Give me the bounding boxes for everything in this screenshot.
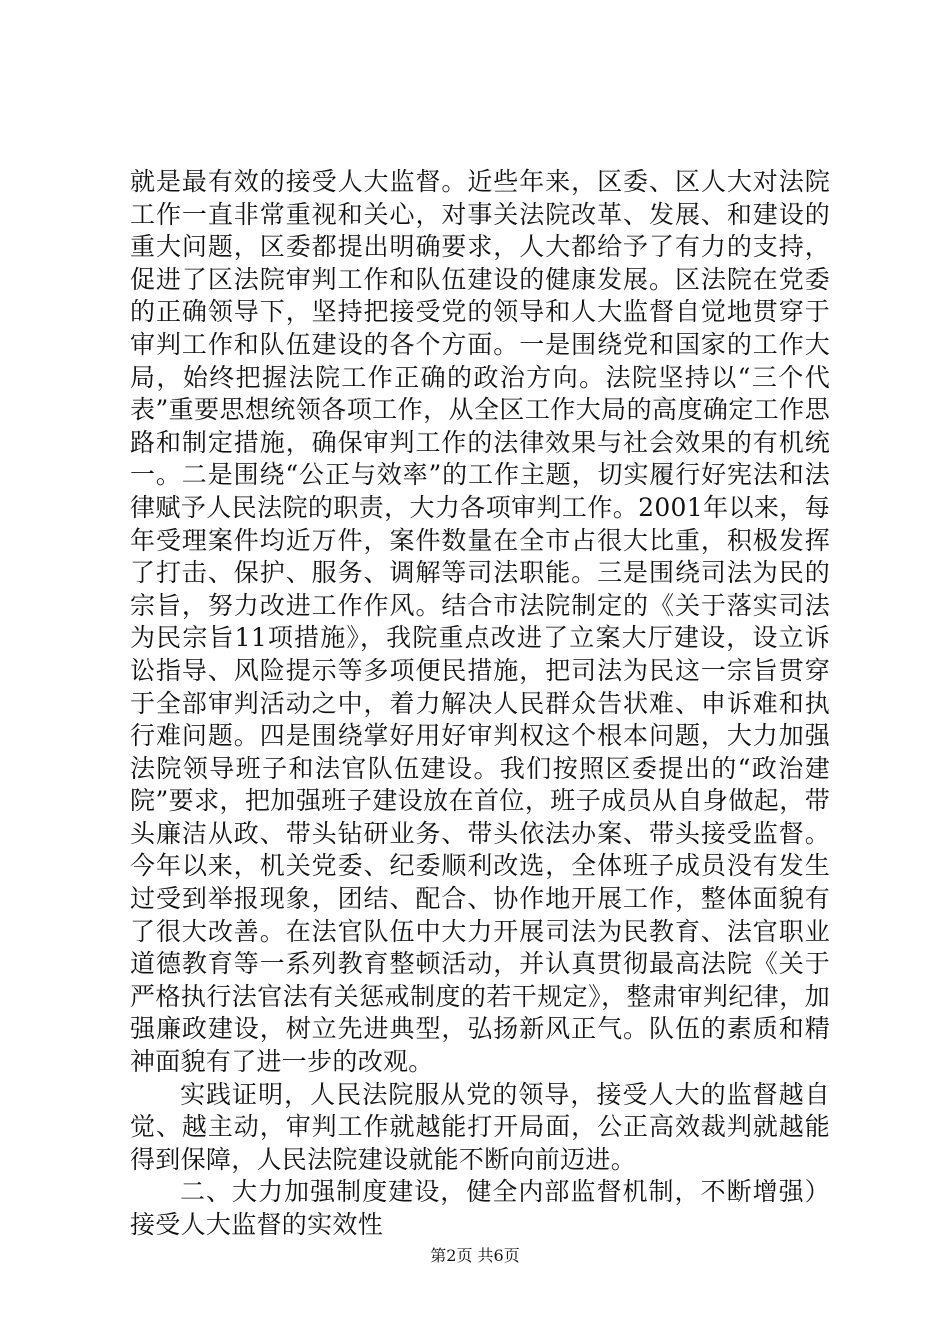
paragraph-1: 就是最有效的接受人大监督。近些年来，区委、区人大对法院工作一直非常重视和关心，对事关法院改革、发展、和建设的重大问题，区委都提出明确要求，人大都给予了有力的支持，促进了区法院审判工作和队伍建设的健康发展。区法院在党委的正确领导下，坚持把接受党的领导和人大监督自觉地贯穿于审判工作和队伍建设的各个方面。一是围绕党和国家的工作大局，始终把握法院工作正确的政治方向。法院坚持以“三个代表”重要思想统领各项工作，从全区工作大局的高度确定工作思路和制定措施，确保审判工作的法律效果与社会效果的有机统一。二是围绕“公正与效率”的工作主题，切实履行好宪法和法律赋予人民法院的职责，大力各项审判工作。2001年以来，每年受理案件均近万件，案件数量在全市占很大比重，积极发挥了打击、保护、服务、调解等司法职能。三是围绕司法为民的宗旨，努力改进工作作风。结合市法院制定的《关于落实司法为民宗旨11项措施》，我院重点改进了立案大厅建设，设立诉讼指导、风险提示等多项便民措施，把司法为民这一宗旨贯穿于全部审判活动之中，着力解决人民群众告状难、申诉难和执行难问题。四是围绕掌好用好审判权这个根本问题，大力加强法院领导班子和法官队伍建设。我们按照区委提出的“政治建院”要求，把加强班子建设放在首位，班子成员从自身做起，带头廉洁从政、带头钻研业务、带头依法办案、带头接受监督。今年以来，机关党委、纪委顺利改选，全体班子成员没有发生过受到举报现象，团结、配合、协作地开展工作，整体面貌有了很大改善。在法官队伍中大力开展司法为民教育、法官职业道德教育等一系列教育整顿活动，并认真贯彻最高法院《关于严格执行法官法有关惩戒制度的若干规定》，整肃审判纪律，加强廉政建设，树立先进典型，弘扬新风正气。队伍的素质和精神面貌有了进一步的改观。	[130, 167, 830, 1077]
document-body	[130, 166, 830, 1242]
page-number-label: 第2页 共6页	[430, 1246, 520, 1265]
paragraph-2: 实践证明，人民法院服从党的领导，接受人大的监督越自觉、越主动，审判工作就越能打开局面，公正高效裁判就越能得到保障，人民法院建设就能不断向前迈进。	[130, 1079, 830, 1174]
page-footer	[0, 1246, 950, 1266]
section-heading-2: 二、大力加强制度建设，健全内部监督机制，不断增强）接受人大监督的实效性	[130, 1177, 830, 1239]
